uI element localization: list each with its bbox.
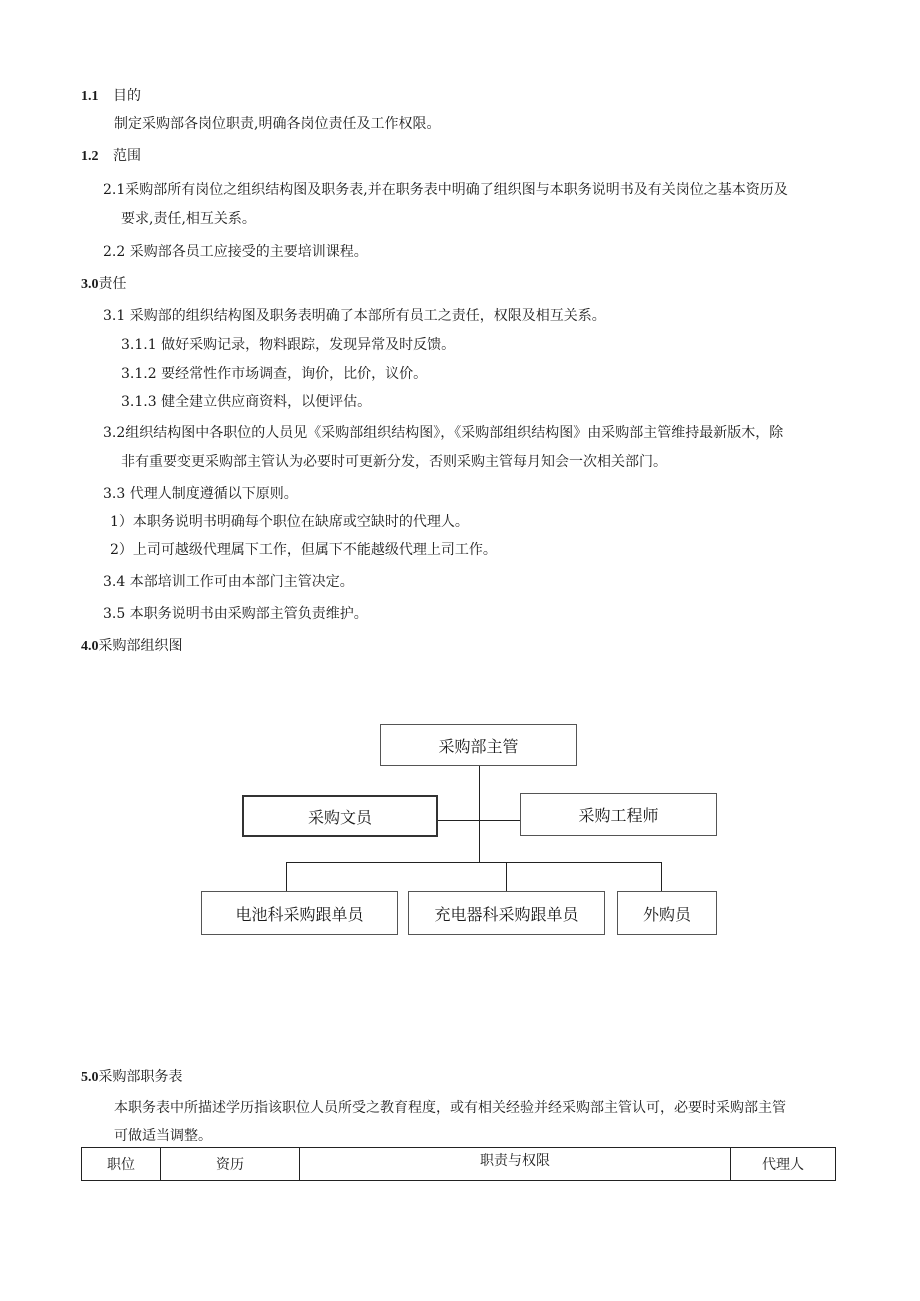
section-title: 采购部职务表	[98, 1069, 183, 1085]
org-node-battery-buyer: 电池科采购跟单员	[201, 891, 398, 935]
section-1-2-para-1-cont: 要求,责任,相互关系。	[121, 211, 256, 227]
section-number: 4.0	[81, 639, 99, 654]
connector-line	[506, 862, 507, 892]
section-3-5: 3.5 本职务说明书由采购部主管负责维护。	[103, 606, 368, 622]
section-4-heading	[81, 637, 183, 656]
section-number: 5.0	[81, 1070, 99, 1085]
section-1-1-heading	[81, 87, 141, 106]
section-3-1-2: 3.1.2 要经常性作市场调查，询价，比价，议价。	[121, 366, 428, 382]
section-title: 责任	[98, 276, 127, 292]
org-node-engineer: 采购工程师	[520, 793, 717, 836]
org-node-head: 采购部主管	[380, 724, 577, 766]
connector-line	[437, 820, 521, 821]
section-title: 范围	[113, 148, 141, 164]
section-3-heading	[81, 275, 127, 294]
section-3-3-item-2: 2）上司可越级代理属下工作，但属下不能越级代理上司工作。	[110, 542, 497, 558]
connector-line	[286, 862, 287, 892]
org-node-clerk: 采购文员	[242, 795, 438, 837]
section-title: 目的	[113, 88, 141, 104]
section-3-2: 3.2组织结构图中各职位的人员见《采购部组织结构图》，《采购部组织结构图》由采购部主管维持最新版木，除	[103, 425, 784, 441]
connector-line	[286, 862, 662, 863]
table-header-row	[82, 1148, 836, 1181]
connector-line	[661, 862, 662, 892]
section-1-2-heading	[81, 147, 141, 166]
section-1-2-para-2: 2.2 采购部各员工应接受的主要培训课程。	[103, 244, 368, 260]
table-header-cell: 职位	[82, 1148, 161, 1181]
section-5-heading	[81, 1068, 183, 1087]
section-3-3: 3.3 代理人制度遵循以下原则。	[103, 486, 298, 502]
section-number: 3.0	[81, 277, 99, 292]
table-header-cell: 资历	[161, 1148, 300, 1181]
org-node-outside-buyer: 外购员	[617, 891, 717, 935]
section-3-3-item-1: 1）本职务说明书明确每个职位在缺席或空缺时的代理人。	[110, 514, 469, 530]
section-1-1-body: 制定采购部各岗位职责,明确各岗位责任及工作权限。	[114, 116, 441, 132]
section-number: 1.2	[81, 149, 99, 164]
duty-table	[81, 1147, 836, 1181]
table-header-cell: 职责与权限	[300, 1148, 731, 1181]
section-1-2-para-1: 2.1采购部所有岗位之组织结构图及职务表,并在职务表中明确了组织图与本职务说明书及有关岗位之基本资历及	[103, 182, 788, 198]
section-3-2-cont: 非有重要变更采购部主管认为必要时可更新分发，否则采购主管每月知会一次相关部门。	[121, 454, 667, 470]
connector-line	[479, 764, 480, 863]
org-node-charger-buyer: 充电器科采购跟单员	[408, 891, 605, 935]
section-title: 采购部组织图	[98, 638, 183, 654]
section-3-1-3: 3.1.3 健全建立供应商资料，以便评估。	[121, 394, 372, 410]
section-number: 1.1	[81, 89, 99, 104]
section-3-1: 3.1 采购部的组织结构图及职务表明确了本部所有员工之责任，权限及相互关系。	[103, 308, 606, 324]
section-3-4: 3.4 本部培训工作可由本部门主管决定。	[103, 574, 354, 590]
section-5-desc: 本职务表中所描述学历指该职位人员所受之教育程度，或有相关经验并经采购部主管认可，必要时采购部主管	[114, 1100, 786, 1116]
section-5-desc-cont: 可做适当调整。	[114, 1128, 212, 1144]
table-header-cell: 代理人	[731, 1148, 836, 1181]
section-3-1-1: 3.1.1 做好采购记录，物料跟踪，发现异常及时反馈。	[121, 337, 456, 353]
